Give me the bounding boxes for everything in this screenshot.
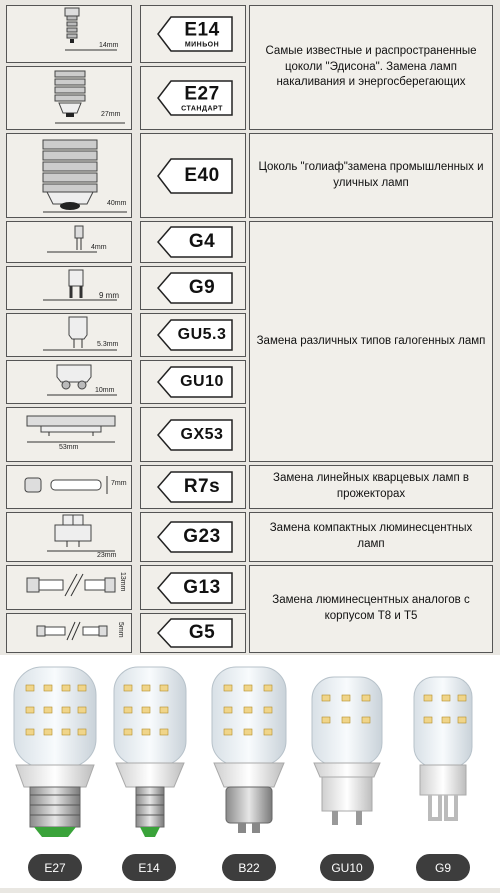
code-cell-g13 (140, 565, 246, 610)
diagram-e40 (6, 133, 132, 218)
socket-subtitle: МИНЬОН (184, 41, 220, 49)
socket-tag (157, 471, 233, 503)
gu53-socket-drawing (7, 314, 131, 356)
g13-socket-drawing (7, 566, 131, 608)
description-goliath: Цоколь "голиаф"замена промышленных и уличных ламп (249, 133, 493, 218)
socket-code: G13 (183, 576, 221, 598)
diagram-gx53 (6, 407, 132, 462)
socket-code: G23 (183, 526, 221, 547)
r7s-socket-drawing (7, 466, 131, 508)
code-cell-g9 (140, 266, 246, 310)
e14-socket-drawing (7, 6, 131, 61)
code-cell-e40 (140, 133, 246, 218)
socket-code: R7s (183, 476, 221, 497)
socket-code: GU5.3 (177, 326, 227, 343)
socket-tag (157, 80, 233, 116)
socket-tag (157, 572, 233, 604)
e27-socket-drawing (7, 67, 131, 127)
diagram-g23 (6, 512, 132, 562)
socket-code: G9 (188, 277, 216, 298)
g9-socket-drawing (7, 267, 131, 309)
diagram-r7s (6, 465, 132, 509)
diagram-g9 (6, 266, 132, 310)
code-cell-gu10 (140, 360, 246, 404)
description-halogen: Замена различных типов галогенных ламп (249, 221, 493, 462)
dim-label: 4mm (91, 244, 107, 251)
socket-tag (157, 226, 233, 258)
socket-tag (157, 272, 233, 304)
code-cell-g5 (140, 613, 246, 653)
dim-label: 5mm (117, 622, 124, 638)
dim-label: 10mm (95, 387, 115, 394)
diagram-e27 (6, 66, 132, 130)
bulb-label-b22: B22 (222, 854, 276, 881)
socket-tag (157, 319, 233, 351)
socket-code: E40 (184, 164, 220, 186)
code-cell-gu53 (140, 313, 246, 357)
bulb-label-e14: E14 (122, 854, 176, 881)
description-quartz: Замена линейных кварцевых ламп в прожекторах (249, 465, 493, 509)
bulbs-photo (0, 655, 500, 888)
diagram-g13 (6, 565, 132, 610)
socket-code: E14 (184, 19, 220, 41)
dim-label: 7mm (111, 480, 127, 487)
dim-label: 40mm (107, 200, 127, 207)
bulb-label-e27: E27 (28, 854, 82, 881)
g5-socket-drawing (7, 614, 131, 652)
dim-label: 23mm (97, 552, 117, 559)
socket-code: G5 (188, 622, 216, 643)
description-edison: Самые известные и распространенные цоколи "Эдисона". Замена ламп накаливания и энергосберегающих (249, 5, 493, 130)
code-cell-gx53 (140, 407, 246, 462)
gu10-socket-drawing (7, 361, 131, 403)
dim-label: 27mm (101, 111, 121, 118)
diagram-gu10 (6, 360, 132, 404)
socket-code: GU10 (180, 373, 224, 390)
socket-tag (157, 158, 233, 194)
code-cell-g4 (140, 221, 246, 263)
dim-label: 53mm (59, 444, 79, 451)
diagram-g5 (6, 613, 132, 653)
g4-socket-drawing (7, 222, 131, 262)
gx53-socket-drawing (7, 408, 131, 460)
socket-code: E27 (184, 83, 220, 105)
code-cell-r7s (140, 465, 246, 509)
socket-code: GX53 (180, 425, 224, 443)
diagram-e14 (6, 5, 132, 63)
dim-label: 14mm (99, 42, 119, 49)
bulb-label-g9: G9 (416, 854, 470, 881)
diagram-gu53 (6, 313, 132, 357)
socket-tag (157, 16, 233, 52)
code-cell-e27 (140, 66, 246, 130)
dim-label: 9 mm (99, 291, 119, 300)
diagram-g4 (6, 221, 132, 263)
socket-tag (157, 618, 233, 648)
socket-tag (157, 419, 233, 451)
bulb-label-gu10: GU10 (320, 854, 374, 881)
dim-label: 13mm (119, 572, 126, 592)
description-compact: Замена компактных люминесцентных ламп (249, 512, 493, 562)
code-cell-g23 (140, 512, 246, 562)
socket-tag (157, 521, 233, 553)
socket-subtitle: СТАНДАРТ (181, 105, 223, 113)
description-fluorescent: Замена люминесцентных аналогов с корпусом T8 и T5 (249, 565, 493, 653)
socket-code: G4 (188, 231, 216, 252)
socket-tag (157, 366, 233, 398)
dim-label: 5.3mm (97, 341, 119, 348)
code-cell-e14 (140, 5, 246, 63)
